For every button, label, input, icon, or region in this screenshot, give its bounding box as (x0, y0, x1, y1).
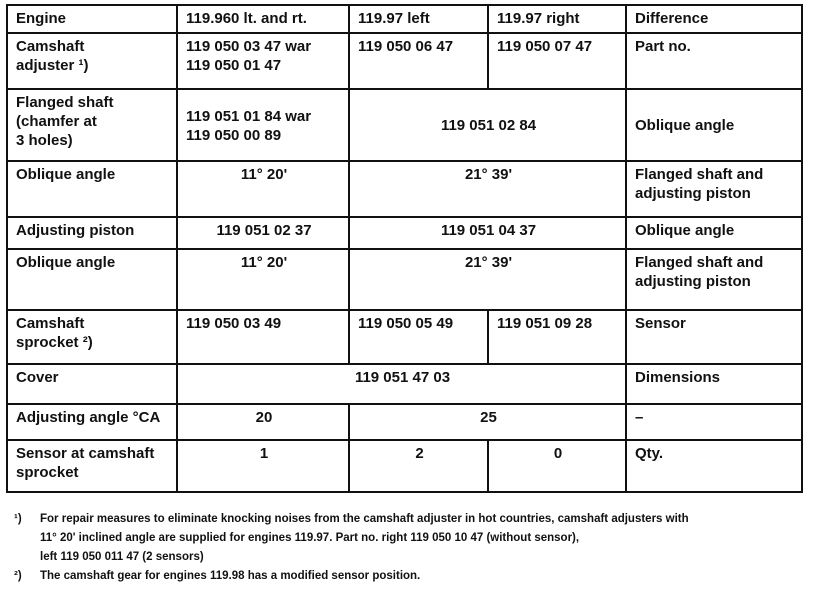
difference-cell: Flanged shaft and adjusting piston (626, 161, 802, 217)
difference-cell: Oblique angle (626, 89, 802, 161)
table-row-sensor-at-camshaft-sprocket (7, 440, 802, 492)
cell-119-97-right: 0 (488, 440, 626, 492)
engine-parts-table (6, 4, 803, 493)
cell-119-960: 119 050 03 49 (177, 310, 349, 364)
cell-119-960: 119 051 01 84 war 119 050 00 89 (177, 89, 349, 161)
row-label: Oblique angle (7, 161, 177, 217)
row-label: Adjusting angle °CA (7, 404, 177, 440)
cell-119-960: 119.960 lt. and rt. (177, 5, 349, 33)
cell-119-97-left: 119 050 06 47 (349, 33, 488, 89)
footnote-text: The camshaft gear for engines 119.98 has a modified sensor position. (40, 570, 421, 582)
difference-cell: Oblique angle (626, 217, 802, 249)
footnote-mark: ²) (14, 570, 22, 582)
cell-119-97: 119 051 04 37 (349, 217, 626, 249)
row-label: Adjusting piston (7, 217, 177, 249)
cell-119-97: 119 051 02 84 (349, 89, 626, 161)
row-label: Flanged shaft (chamfer at 3 holes) (7, 89, 177, 161)
footnote-1 (14, 510, 804, 567)
row-label: Oblique angle (7, 249, 177, 310)
cell-119-960: 119 051 02 37 (177, 217, 349, 249)
difference-cell: Sensor (626, 310, 802, 364)
difference-cell: Dimensions (626, 364, 802, 404)
row-label: Camshaft sprocket ²) (7, 310, 177, 364)
table-row-oblique-angle (7, 249, 802, 310)
row-label: Camshaft adjuster ¹) (7, 33, 177, 89)
cell-119-97: 21° 39' (349, 161, 626, 217)
table-row-oblique-angle (7, 161, 802, 217)
table-row-adjusting-piston (7, 217, 802, 249)
cell-119-960: 1 (177, 440, 349, 492)
difference-cell: Part no. (626, 33, 802, 89)
footnote-2 (14, 567, 804, 586)
footnotes (14, 510, 804, 586)
footnote-mark: ¹) (14, 513, 22, 525)
row-label: Engine (7, 5, 177, 33)
table-row-camshaft-adjuster (7, 33, 802, 89)
cell-119-97-left: 119 050 05 49 (349, 310, 488, 364)
cell-all-engines: 119 051 47 03 (177, 364, 626, 404)
footnote-text: For repair measures to eliminate knocking noises from the camshaft adjuster in hot countries, camshaft adjusters with 11° 20' inclined angle are supplied for engines 119.97. Part no. right 119 050 10 47 (without sensor), left 119 050 011 47 (2 sensors) (40, 513, 689, 563)
cell-119-97: 25 (349, 404, 626, 440)
cell-119-97-right: 119 050 07 47 (488, 33, 626, 89)
cell-119-97-right: 119 051 09 28 (488, 310, 626, 364)
difference-cell: Qty. (626, 440, 802, 492)
table-row-cover (7, 364, 802, 404)
difference-cell: – (626, 404, 802, 440)
table-row-adjusting-angle (7, 404, 802, 440)
difference-cell: Flanged shaft and adjusting piston (626, 249, 802, 310)
cell-119-960: 11° 20' (177, 161, 349, 217)
cell-119-97: 21° 39' (349, 249, 626, 310)
difference-cell: Difference (626, 5, 802, 33)
cell-119-97-right: 119.97 right (488, 5, 626, 33)
row-label: Sensor at camshaft sprocket (7, 440, 177, 492)
cell-119-960: 11° 20' (177, 249, 349, 310)
table-row-flanged-shaft (7, 89, 802, 161)
table-row-engine (7, 5, 802, 33)
row-label: Cover (7, 364, 177, 404)
cell-119-960: 119 050 03 47 war 119 050 01 47 (177, 33, 349, 89)
cell-119-97-left: 119.97 left (349, 5, 488, 33)
table-row-camshaft-sprocket (7, 310, 802, 364)
cell-119-960: 20 (177, 404, 349, 440)
cell-119-97-left: 2 (349, 440, 488, 492)
